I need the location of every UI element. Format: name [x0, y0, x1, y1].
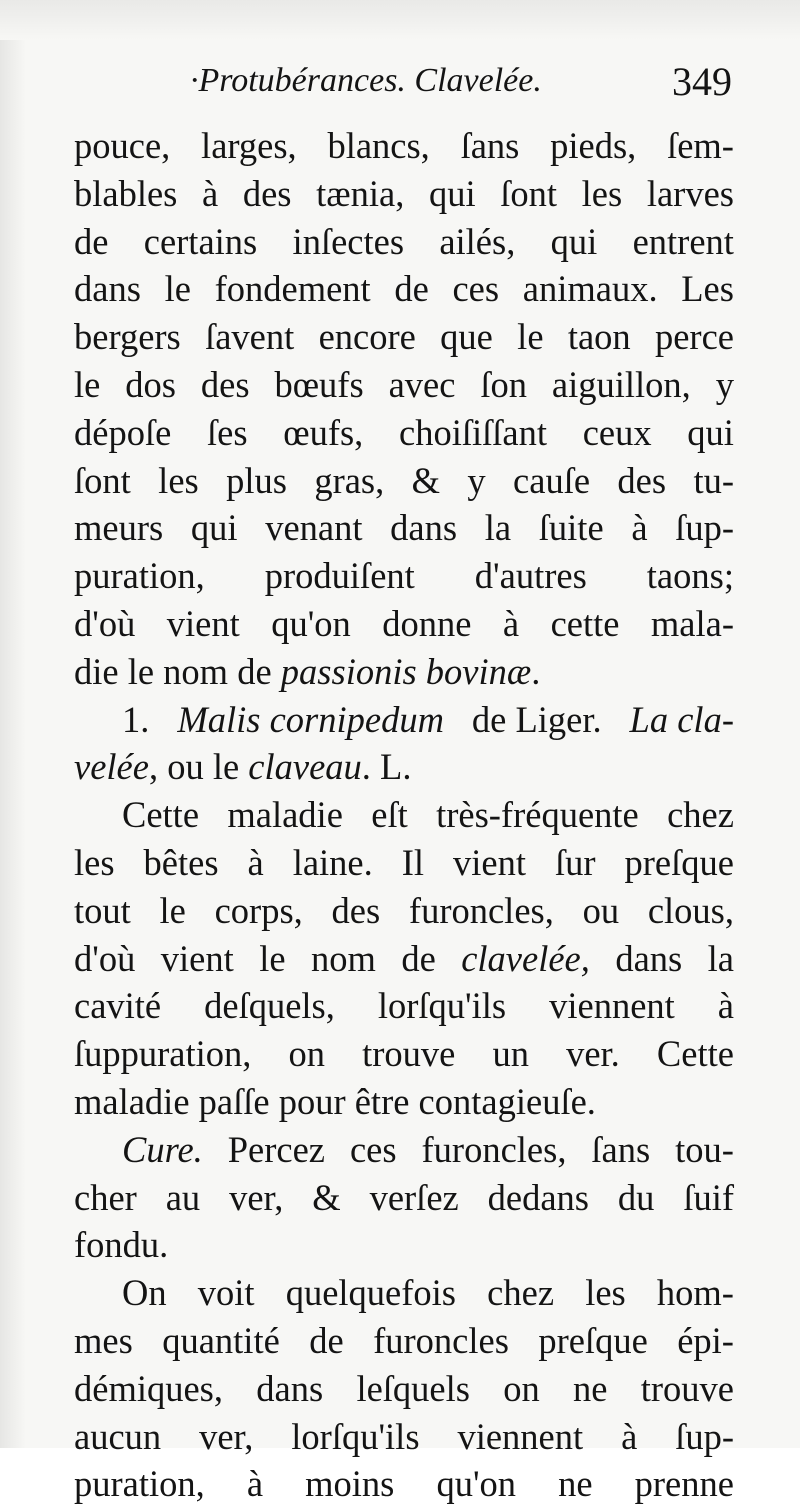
text-line: [74, 1317, 734, 1365]
word: le: [74, 363, 101, 405]
word: lorſqu'ils: [291, 1415, 420, 1457]
word: d'où: [74, 602, 136, 644]
word: d'autres: [474, 555, 587, 597]
word: velée: [74, 746, 149, 788]
text-line: [74, 887, 734, 935]
word: donne: [382, 602, 472, 644]
text-line: [74, 743, 734, 791]
word: y: [715, 363, 734, 405]
word: Malis cornipedum: [177, 698, 444, 740]
word: cauſe: [513, 459, 591, 501]
word: pieds,: [550, 125, 637, 166]
word: ver,: [199, 1415, 254, 1457]
word: laine.: [292, 841, 373, 883]
word: mala-: [650, 602, 734, 644]
word: viennent: [549, 985, 675, 1027]
running-title: ·Protubérances. Clavelée.: [190, 62, 542, 99]
word: furoncles,: [421, 1128, 567, 1170]
word: à: [247, 841, 264, 883]
word: moins: [305, 1463, 395, 1505]
text-line: [74, 122, 734, 170]
word: ces: [349, 1128, 397, 1170]
word: bêtes: [143, 841, 219, 883]
word: les: [585, 1272, 626, 1314]
word: dans: [256, 1367, 324, 1409]
word: la: [707, 937, 734, 979]
word: qui: [190, 507, 238, 549]
word: bœufs: [274, 363, 364, 405]
word: qui: [428, 172, 476, 214]
word: claveau: [248, 746, 362, 788]
word: fondement: [214, 268, 371, 310]
text-line: [74, 839, 734, 887]
word: meurs: [74, 507, 164, 549]
word: preſque: [538, 1319, 648, 1361]
word: cher: [74, 1176, 137, 1218]
word: la: [484, 507, 512, 549]
word: , ou le: [148, 746, 249, 788]
word: chez: [667, 794, 734, 836]
word: ſavent: [205, 316, 295, 358]
word: qui: [687, 411, 734, 453]
word: voit: [197, 1272, 255, 1314]
word: taon: [567, 316, 631, 358]
word: prenne: [634, 1463, 734, 1505]
word: . L.: [361, 746, 412, 788]
word: dans: [390, 507, 458, 549]
word: de: [394, 268, 429, 310]
word: à: [717, 985, 734, 1027]
word: ſont: [74, 459, 131, 501]
word: lorſqu'ils: [377, 985, 507, 1027]
word: animaux.: [522, 268, 658, 310]
word: que: [440, 316, 493, 358]
word: aucun: [74, 1415, 162, 1457]
text-line: [74, 1221, 734, 1269]
word: qu'on: [436, 1463, 517, 1505]
word: quelquefois: [285, 1272, 457, 1314]
word: eſt: [371, 794, 408, 836]
word: de: [74, 220, 109, 262]
word: de: [309, 1319, 344, 1361]
word: des: [617, 459, 667, 501]
word: ſon: [480, 363, 527, 405]
word: très-fréquente: [436, 794, 639, 836]
word: entrent: [632, 220, 734, 262]
word: aiguillon,: [551, 363, 691, 405]
word: On: [122, 1272, 167, 1314]
word: des: [331, 889, 381, 931]
word: le: [259, 937, 286, 979]
word: trouve: [362, 1033, 456, 1075]
text-line: [74, 313, 734, 361]
word: nom: [310, 937, 376, 979]
word: Il: [401, 841, 425, 883]
text-line: [74, 1078, 734, 1126]
word: tænia,: [316, 172, 405, 214]
text-line: [74, 265, 734, 313]
word: gras,: [314, 459, 385, 501]
word: Percez: [227, 1128, 325, 1170]
word: ſem-: [667, 125, 734, 166]
word: deſquels,: [204, 985, 335, 1027]
word: dans: [615, 937, 683, 979]
text-line: [74, 1269, 734, 1317]
page-gutter-shadow: [0, 0, 26, 1448]
word: fondu.: [74, 1224, 169, 1266]
word: démiques,: [74, 1367, 224, 1409]
word: ou: [582, 889, 620, 931]
word: clavelée,: [461, 937, 590, 979]
word: dépoſe: [74, 411, 172, 453]
word: clous,: [647, 889, 734, 931]
word: 1.: [122, 698, 150, 740]
word: le: [517, 316, 544, 358]
word: puration,: [74, 555, 205, 597]
word: die le nom de: [74, 650, 281, 692]
word: œufs,: [283, 411, 364, 453]
word: du: [617, 1176, 655, 1218]
word: les: [581, 172, 623, 214]
word: perce: [654, 316, 734, 358]
word: chez: [487, 1272, 555, 1314]
word: La cla-: [629, 698, 734, 740]
word: qui: [550, 220, 598, 262]
word: ceux: [582, 411, 652, 453]
text-line: [74, 552, 734, 600]
word: &: [411, 459, 441, 501]
text-line: [74, 648, 734, 696]
text-line: [74, 409, 734, 457]
word: à: [621, 1415, 638, 1457]
word: à: [502, 602, 520, 644]
word: à: [202, 172, 219, 214]
word: ſes: [206, 411, 248, 453]
page-header: [190, 58, 752, 118]
word: inſectes: [292, 220, 405, 262]
text-line: [74, 1460, 734, 1508]
word: ſup-: [675, 1415, 734, 1457]
word: ſont: [500, 172, 558, 214]
word: maladie: [227, 794, 343, 836]
word: ſur: [555, 841, 596, 883]
word: ſup-: [675, 507, 734, 549]
text-line: [74, 457, 734, 505]
word: ſans: [591, 1128, 651, 1170]
word: Cure.: [122, 1128, 203, 1170]
word: vient: [160, 937, 234, 979]
word: verſez: [369, 1176, 459, 1218]
word: hom-: [656, 1272, 734, 1314]
word: ver.: [566, 1033, 620, 1075]
word: ailés,: [439, 220, 516, 262]
word: ſans: [460, 125, 520, 166]
word: corps,: [214, 889, 303, 931]
word: un: [492, 1033, 529, 1075]
word: larves: [646, 172, 734, 214]
word: Cette: [122, 794, 200, 836]
word: d'où: [74, 937, 136, 979]
text-line: [74, 600, 734, 648]
word: mes: [74, 1319, 133, 1361]
word: vient: [166, 602, 240, 644]
word: furoncles: [373, 1319, 509, 1361]
word: certains: [143, 220, 258, 262]
word: des: [200, 363, 250, 405]
word: ver,: [229, 1176, 284, 1218]
word: on: [503, 1367, 540, 1409]
word: dedans: [487, 1176, 589, 1218]
word: maladie paſſe pour être contagieuſe.: [74, 1080, 596, 1122]
text-line: [74, 935, 734, 983]
word: ſuite: [538, 507, 604, 549]
word: &: [312, 1176, 341, 1218]
text-line: [74, 791, 734, 839]
word: les: [74, 841, 115, 883]
text-line: [74, 170, 734, 218]
word: bergers: [74, 316, 181, 358]
word: produiſent: [264, 555, 415, 597]
word: qu'on: [271, 602, 351, 644]
word: le: [159, 889, 186, 931]
word: ne: [573, 1367, 608, 1409]
word: trouve: [640, 1367, 734, 1409]
page-top-shadow: [0, 0, 800, 40]
word: à: [631, 507, 648, 549]
word: ces: [452, 268, 500, 310]
word: pouce,: [74, 125, 171, 166]
word: ne: [558, 1463, 593, 1505]
word: taons;: [646, 555, 734, 597]
word: avec: [388, 363, 456, 405]
word: Les: [681, 268, 734, 310]
word: .: [531, 650, 541, 692]
word: puration,: [74, 1463, 205, 1505]
word: leſquels: [356, 1367, 470, 1409]
word: furoncles,: [408, 889, 554, 931]
word: au: [165, 1176, 201, 1218]
word: dans: [74, 268, 141, 310]
word: cette: [550, 602, 620, 644]
word: blancs,: [327, 125, 430, 166]
word: choiſiſſant: [399, 411, 547, 453]
word: tout: [74, 889, 131, 931]
text-line: [74, 1030, 734, 1078]
word: cavité: [74, 985, 162, 1027]
word: vient: [453, 841, 527, 883]
word: viennent: [457, 1415, 584, 1457]
text-line: [74, 696, 734, 744]
word: à: [246, 1463, 264, 1505]
text-line: [74, 1126, 734, 1174]
word: larges,: [201, 125, 297, 166]
word: plus: [226, 459, 287, 501]
text-line: [74, 218, 734, 266]
text-line: [74, 1365, 734, 1413]
word: passionis bovinæ: [280, 650, 532, 692]
page-number: 349: [672, 59, 732, 104]
word: dos: [125, 363, 176, 405]
word: Cette: [656, 1033, 734, 1075]
word: épi-: [677, 1319, 734, 1361]
word: blables: [74, 172, 178, 214]
word: les: [158, 459, 199, 501]
word: ſuif: [683, 1176, 734, 1218]
word: on: [288, 1033, 326, 1075]
text-line: [74, 504, 734, 552]
word: y: [467, 459, 486, 501]
body-text: [74, 122, 734, 1508]
text-line: [74, 1174, 734, 1222]
word: de: [401, 937, 436, 979]
word: quantité: [162, 1319, 280, 1361]
word: tou-: [675, 1128, 734, 1170]
word: de Liger.: [471, 698, 602, 740]
text-line: [74, 1413, 734, 1461]
word: preſque: [624, 841, 734, 883]
word: des: [242, 172, 292, 214]
word: ſuppuration,: [74, 1033, 252, 1075]
word: tu-: [693, 459, 734, 501]
text-line: [74, 361, 734, 409]
word: le: [164, 268, 191, 310]
text-line: [74, 982, 734, 1030]
word: encore: [318, 316, 416, 358]
word: venant: [265, 507, 363, 549]
